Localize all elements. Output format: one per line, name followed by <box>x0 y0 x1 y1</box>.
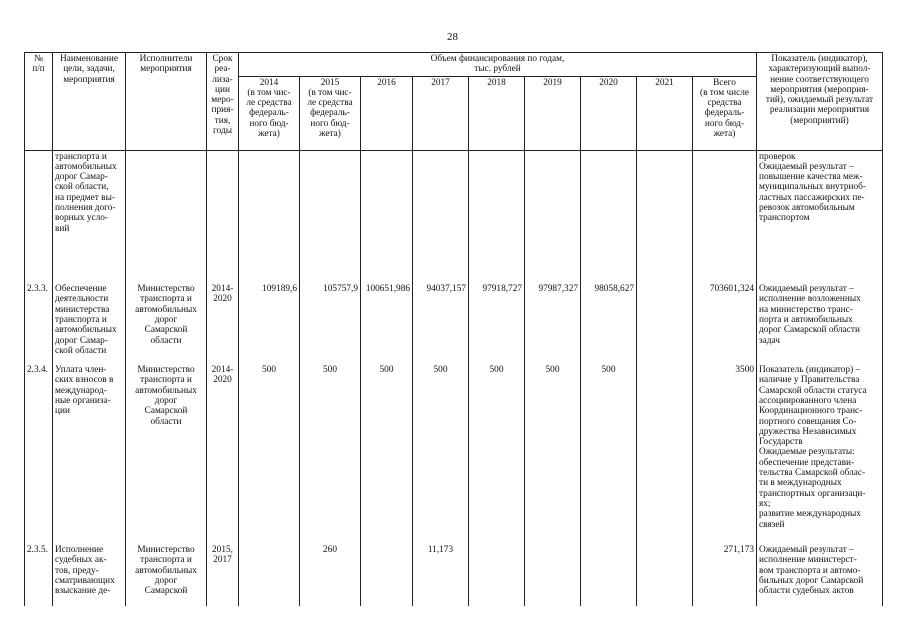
row-value-2018 <box>469 150 525 283</box>
row-term: 2015, 2017 <box>207 544 239 606</box>
row-total <box>693 150 757 283</box>
row-value-2020: 98058,627 <box>581 283 637 364</box>
row-total: 703601,324 <box>693 283 757 364</box>
row-executors: Министерство транспорта и автомобильных дорог Самарской области <box>126 364 207 544</box>
row-value-2020: 500 <box>581 364 637 544</box>
row-name: транспорта и автомобильных дорог Самар- ской области, на предмет вы- полнения дого- ворных усло- вий <box>53 150 126 283</box>
row-value-2015: 260 <box>300 544 361 606</box>
header-year-2018: 2018 <box>469 76 525 150</box>
row-indicator: Ожидаемый результат – исполнение возложенных на министерство транс- порта и автомобильных дорог Самарской области задач <box>757 283 883 364</box>
row-value-2020 <box>581 150 637 283</box>
row-value-2016: 500 <box>361 364 413 544</box>
row-value-2021 <box>637 364 693 544</box>
row-value-2016 <box>361 544 413 606</box>
row-total: 3500 <box>693 364 757 544</box>
row-value-2017: 11,173 <box>413 544 469 606</box>
row-indicator: Показатель (индикатор) – наличие у Правительства Самарской области статуса ассоциированного члена Координационного транс- портного совещания Со- дружества Независимых Государств Ожидаемые результаты: обеспечение представи- тельства Самарской облас- ти в международных транспортных организаци- ях; развитие международных связей <box>757 364 883 544</box>
row-value-2015 <box>300 150 361 283</box>
page-number: 28 <box>447 31 458 43</box>
row-num <box>25 150 53 283</box>
program-table <box>24 52 883 606</box>
row-name: Уплата член- ских взносов в международ- ные организа- ции <box>53 364 126 544</box>
header-year-2019: 2019 <box>525 76 581 150</box>
header-indicator: Показатель (индикатор), характеризующий выпол- нение соответствующего мероприятия (мероприя- тий), ожидаемый результат реализации мероприятия (мероприятий) <box>757 53 883 151</box>
row-value-2015: 105757,9 <box>300 283 361 364</box>
row-value-2019: 97987,327 <box>525 283 581 364</box>
row-value-2015: 500 <box>300 364 361 544</box>
row-value-2018 <box>469 544 525 606</box>
header-total: Всего (в том числе средства федераль- ного бюд- жета) <box>693 76 757 150</box>
header-year-2015: 2015 (в том чис- ле средства федераль- ного бюд- жета) <box>300 76 361 150</box>
header-funding: Объем финансирования по годам, тыс. рублей <box>239 53 757 77</box>
table-row <box>25 364 883 544</box>
row-indicator: Ожидаемый результат – исполнение министерст- вом транспорта и автомо- бильных дорог Самарской области судебных актов <box>757 544 883 606</box>
row-value-2019 <box>525 544 581 606</box>
row-value-2016: 100651,986 <box>361 283 413 364</box>
row-num: 2.3.5. <box>25 544 53 606</box>
row-value-2018: 500 <box>469 364 525 544</box>
row-num: 2.3.4. <box>25 364 53 544</box>
row-value-2014: 500 <box>239 364 300 544</box>
row-value-2020 <box>581 544 637 606</box>
row-name: Обеспечение деятельности министерства транспорта и автомобильных дорог Самар- ской области <box>53 283 126 364</box>
row-value-2014: 109189,6 <box>239 283 300 364</box>
header-term: Срок реа- лиза- ции меро- прия- тия, годы <box>207 53 239 151</box>
row-value-2017: 500 <box>413 364 469 544</box>
row-value-2014 <box>239 150 300 283</box>
table-row <box>25 283 883 364</box>
row-value-2021 <box>637 283 693 364</box>
table-row <box>25 544 883 606</box>
header-year-2020: 2020 <box>581 76 637 150</box>
row-value-2018: 97918,727 <box>469 283 525 364</box>
row-term: 2014- 2020 <box>207 283 239 364</box>
row-value-2019 <box>525 150 581 283</box>
row-executors: Министерство транспорта и автомобильных дорог Самарской <box>126 544 207 606</box>
row-value-2017: 94037,157 <box>413 283 469 364</box>
header-year-2014: 2014 (в том чис- ле средства федераль- ного бюд- жета) <box>239 76 300 150</box>
table-row <box>25 150 883 283</box>
header-year-2017: 2017 <box>413 76 469 150</box>
row-value-2017 <box>413 150 469 283</box>
row-value-2019: 500 <box>525 364 581 544</box>
header-year-2021: 2021 <box>637 76 693 150</box>
header-year-2016: 2016 <box>361 76 413 150</box>
row-name: Исполнение судебных ак- тов, преду- сматривающих взыскание де- <box>53 544 126 606</box>
row-value-2014 <box>239 544 300 606</box>
row-value-2016 <box>361 150 413 283</box>
row-value-2021 <box>637 544 693 606</box>
row-executors <box>126 150 207 283</box>
header-executors: Исполнители мероприятия <box>126 53 207 151</box>
row-term: 2014- 2020 <box>207 364 239 544</box>
row-executors: Министерство транспорта и автомобильных дорог Самарской области <box>126 283 207 364</box>
header-name: Наименование цели, задачи, мероприятия <box>53 53 126 151</box>
row-term <box>207 150 239 283</box>
header-num: № п/п <box>25 53 53 151</box>
row-total: 271,173 <box>693 544 757 606</box>
row-value-2021 <box>637 150 693 283</box>
row-indicator: проверок Ожидаемый результат – повышение качества меж- муниципальных внутриоб- ластных пассажирских пе- ревозок автомобильным транспортом <box>757 150 883 283</box>
row-num: 2.3.3. <box>25 283 53 364</box>
